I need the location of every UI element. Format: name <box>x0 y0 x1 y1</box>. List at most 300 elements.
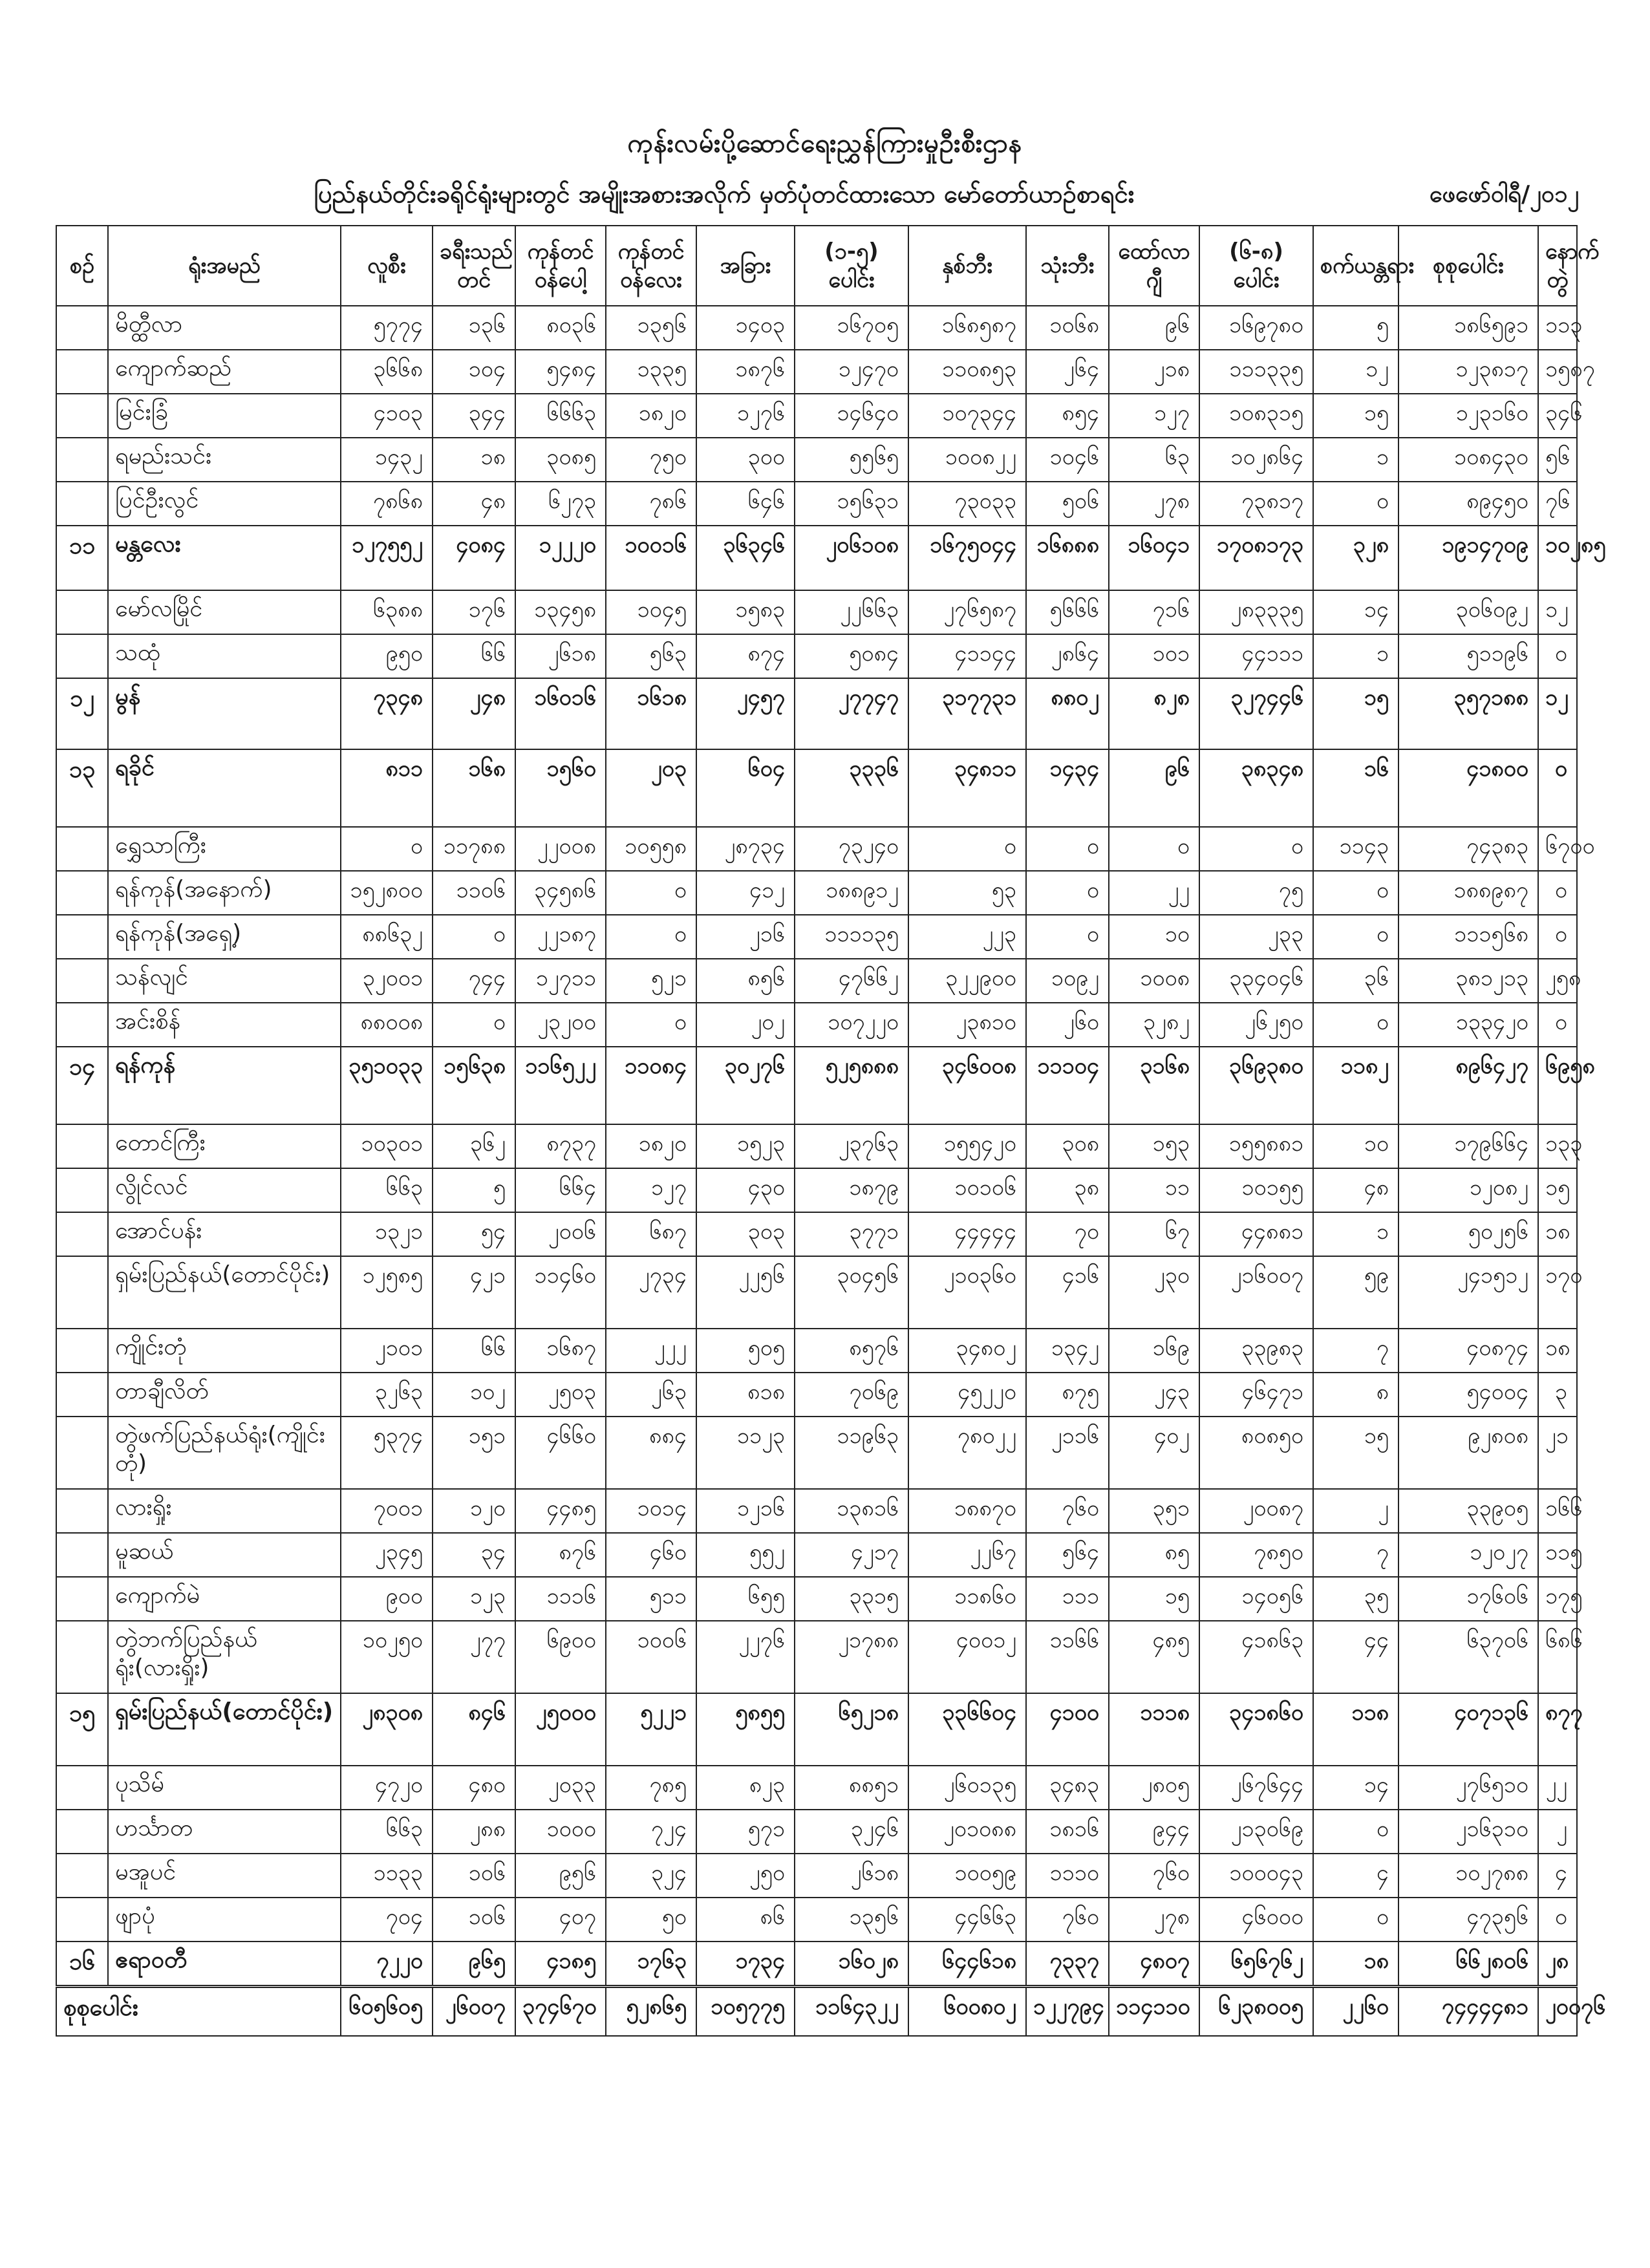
table-cell: ၁၀၆ <box>433 1898 515 1942</box>
table-cell: ၃၅၁ <box>1109 1489 1199 1533</box>
table-cell: ၂၆၇၆၄၄ <box>1199 1766 1313 1810</box>
table-cell: ၃၀၆၀၉၂ <box>1398 590 1538 634</box>
table-cell: ၃၄၆၀၀၈ <box>908 1047 1026 1124</box>
office-name: မအူပင် <box>108 1854 341 1898</box>
table-cell: ၁၆ <box>1313 749 1398 827</box>
table-cell: ၁၅၆၀ <box>515 749 606 827</box>
table-cell: ၁၇၆၃ <box>606 1942 696 1987</box>
table-cell: ၄၆၀၀၀ <box>1199 1898 1313 1942</box>
table-cell: ၆၅၂၁၈ <box>795 1693 908 1766</box>
office-name: ကျိုင်းတုံ <box>108 1329 341 1373</box>
column-header: သုံးဘီး <box>1026 226 1109 306</box>
table-cell: ၁၁၄၃ <box>1313 827 1398 871</box>
table-cell: ၁၅၆၃၈ <box>433 1047 515 1124</box>
office-name: တာချီလိတ် <box>108 1373 341 1417</box>
table-cell: ၁၈၁၆ <box>1026 1810 1109 1854</box>
table-cell: ၆၆၆၃ <box>515 394 606 438</box>
table-cell: ၃၆၃၄၆ <box>696 526 795 590</box>
table-cell: ၂၇၇၄၇ <box>795 678 908 749</box>
office-name: ရှမ်းပြည်နယ်(တောင်ပိုင်း) <box>108 1693 341 1766</box>
table-cell: ၅၅၆၅ <box>795 438 908 482</box>
table-cell: ၇၁၆ <box>1109 590 1199 634</box>
table-cell: ၁၁၁၀ <box>1026 1854 1109 1898</box>
table-cell: ၄၀၈၇၄ <box>1398 1329 1538 1373</box>
table-cell: ၈၁၁ <box>341 749 433 827</box>
table-cell: ၃၂၈၂ <box>1109 1003 1199 1047</box>
table-cell: ၂၇၈ <box>1109 1898 1199 1942</box>
table-cell: ၂၂၆၆၃ <box>795 590 908 634</box>
column-header: ကုန်တင် ဝန်လေး <box>606 226 696 306</box>
table-cell: ၂၇၃၄ <box>606 1256 696 1329</box>
office-name: ဖျာပုံ <box>108 1898 341 1942</box>
table-cell: ၁၇၅ <box>1538 1577 1577 1621</box>
table-cell: ၂ <box>1538 1810 1577 1854</box>
table-cell: ၁၆၈၇ <box>515 1329 606 1373</box>
table-cell: ၈၈၄ <box>606 1417 696 1489</box>
table-cell: ၁၁၀၈၅၃ <box>908 350 1026 394</box>
table-cell: ၂၈၀၅ <box>1109 1766 1199 1810</box>
table-cell: ၀ <box>1538 915 1577 959</box>
table-cell: ၃၈၁၂၁၃ <box>1398 959 1538 1003</box>
table-cell: ၅၂၂၁ <box>606 1693 696 1766</box>
table-cell: ၁၆၀၄၁ <box>1109 526 1199 590</box>
table-cell: ၆၄၆ <box>696 482 795 526</box>
table-cell: ၈၇၆ <box>515 1533 606 1577</box>
table-cell: ၄၁၁၄၄ <box>908 634 1026 678</box>
table-cell: ၃၄၅၈၆ <box>515 871 606 915</box>
office-name: ဟင်္သာတ <box>108 1810 341 1854</box>
table-cell: ၃၂၂၉၀၀ <box>908 959 1026 1003</box>
table-cell: ၁၄၀၅၆ <box>1199 1577 1313 1621</box>
table-cell: ၄၀၇ <box>515 1898 606 1942</box>
table-cell: ၁၂၃၁၆၀ <box>1398 394 1538 438</box>
table-header-row <box>56 226 1577 306</box>
table-cell: ၂၇၆၅၈၇ <box>908 590 1026 634</box>
column-header: ထော်လာ ဂျီ <box>1109 226 1199 306</box>
table-cell: ၂၇၆၅၁၀ <box>1398 1766 1538 1810</box>
table-cell: ၁၁၆၆ <box>1026 1621 1109 1693</box>
table-cell: ၁၆၇၀၅ <box>795 306 908 350</box>
table-cell: ၂၃၈၁၀ <box>908 1003 1026 1047</box>
table-cell: ၁၁၈ <box>1313 1693 1398 1766</box>
column-header: (၁-၅) ပေါင်း <box>795 226 908 306</box>
table-row <box>56 749 1577 827</box>
table-row <box>56 1898 1577 1942</box>
office-name: လွိုင်လင် <box>108 1168 341 1212</box>
table-cell: ၂၄၈ <box>433 678 515 749</box>
table-cell: ၁၀၁၀၆ <box>908 1168 1026 1212</box>
table-cell: ၈၈၅၁ <box>795 1766 908 1810</box>
table-cell: ၄၄၁၁၁ <box>1199 634 1313 678</box>
table-cell: ၁၀၀၈ <box>1109 959 1199 1003</box>
table-cell: ၁၀၁၅၅ <box>1199 1168 1313 1212</box>
table-cell: ၅၄ <box>433 1212 515 1256</box>
table-cell: ၆၃၈၈ <box>341 590 433 634</box>
table-cell: ၃၄၈၁၁ <box>908 749 1026 827</box>
table-cell: ၃၀၈ <box>1026 1124 1109 1168</box>
column-header: စက်ယန္တရား <box>1313 226 1398 306</box>
table-cell: ၁၁၁၈ <box>1109 1693 1199 1766</box>
table-cell: ၁၃၆ <box>433 306 515 350</box>
table-cell: ၀ <box>1026 827 1109 871</box>
table-cell: ၂၀၁၀၈၈ <box>908 1810 1026 1854</box>
table-cell: ၁၈၇၆ <box>696 350 795 394</box>
table-cell: ၉၄၄ <box>1109 1810 1199 1854</box>
table-cell: ၀ <box>1313 915 1398 959</box>
table-cell: ၄၈၀၇ <box>1109 1942 1199 1987</box>
table-cell: ၃၂၄၆ <box>795 1810 908 1854</box>
table-cell: ၈၅၇၆ <box>795 1329 908 1373</box>
row-number <box>56 482 108 526</box>
table-cell: ၁၈၆၅၉၁ <box>1398 306 1538 350</box>
table-cell: ၂၁ <box>1538 1417 1577 1489</box>
table-cell: ၁၄၆၄၀ <box>795 394 908 438</box>
table-cell: ၂၁၀၁ <box>341 1329 433 1373</box>
table-cell: ၈၈၆၃၂ <box>341 915 433 959</box>
table-cell: ၁၅၈၃ <box>696 590 795 634</box>
table-cell: ၁၅၅၈၈၁ <box>1199 1124 1313 1168</box>
table-cell: ၂၃၃ <box>1199 915 1313 959</box>
table-cell: ၀ <box>908 827 1026 871</box>
table-cell: ၇၀ <box>1026 1212 1109 1256</box>
table-cell: ၂၄၃ <box>1109 1373 1199 1417</box>
table-cell: ၃၀၂၇၆ <box>696 1047 795 1124</box>
table-cell: ၇၅ <box>1199 871 1313 915</box>
table-cell: ၃၂၀၀၁ <box>341 959 433 1003</box>
table-cell: ၁၀၀၀ <box>515 1810 606 1854</box>
table-cell: ၁၆၀၂၈ <box>795 1942 908 1987</box>
table-cell: ၇၈၆ <box>606 482 696 526</box>
table-cell: ၂၈၈ <box>433 1810 515 1854</box>
table-cell: ၁၀၆ <box>433 1854 515 1898</box>
table-cell: ၄၂၁ <box>433 1256 515 1329</box>
table-cell: ၄၀၇၁၃၆ <box>1398 1693 1538 1766</box>
table-cell: ၃၆၂ <box>433 1124 515 1168</box>
table-cell: ၄ <box>1313 1854 1398 1898</box>
office-name: ကျောက်ဆည် <box>108 350 341 394</box>
table-cell: ၀ <box>1026 871 1109 915</box>
table-cell: ၆၃ <box>1109 438 1199 482</box>
row-number <box>56 438 108 482</box>
table-cell: ၂၃၇၆၃ <box>795 1124 908 1168</box>
table-cell: ၁၅၈၇ <box>1538 350 1577 394</box>
row-number: ၁၃ <box>56 749 108 827</box>
table-cell: ၁၀၁ <box>1109 634 1199 678</box>
table-row <box>56 1329 1577 1373</box>
office-name: အင်းစိန် <box>108 1003 341 1047</box>
table-cell: ၇၃၂၄၀ <box>795 827 908 871</box>
table-cell: ၈၇၇ <box>1538 1693 1577 1766</box>
office-name: ပုသိမ် <box>108 1766 341 1810</box>
table-cell: ၅၀၂၅၆ <box>1398 1212 1538 1256</box>
table-cell: ၁၂၄၇၀ <box>795 350 908 394</box>
table-cell: ၈၂၈ <box>1109 678 1199 749</box>
table-cell: ၀ <box>1109 827 1199 871</box>
total-cell: ၅၂၈၆၅ <box>606 1987 696 2036</box>
office-name: ပြင်ဦးလွင် <box>108 482 341 526</box>
table-cell: ၉၅၀ <box>341 634 433 678</box>
table-cell: ၀ <box>606 871 696 915</box>
table-cell: ၉၀၀ <box>341 1577 433 1621</box>
table-row <box>56 1810 1577 1854</box>
table-cell: ၂၈၇၃၄ <box>696 827 795 871</box>
table-cell: ၁၂၇ <box>606 1168 696 1212</box>
row-number <box>56 1810 108 1854</box>
table-cell: ၃၀၃ <box>696 1212 795 1256</box>
office-name: ရခိုင် <box>108 749 341 827</box>
table-row <box>56 1212 1577 1256</box>
total-cell: ၂၆၀၀၇ <box>433 1987 515 2036</box>
table-cell: ၄၅၂၂၀ <box>908 1373 1026 1417</box>
table-cell: ၁၀၀၈၂၂ <box>908 438 1026 482</box>
office-name: တွဲဘက်ပြည်နယ်ရုံး(လားရှိုး) <box>108 1621 341 1693</box>
table-cell: ၃ <box>1538 1373 1577 1417</box>
table-cell: ၀ <box>1538 749 1577 827</box>
total-cell: ၆၂၃၈၀၀၅ <box>1199 1987 1313 2036</box>
table-cell: ၅၀၆ <box>1026 482 1109 526</box>
office-name: ရှမ်းပြည်နယ်(တောင်ပိုင်း) <box>108 1256 341 1329</box>
table-row <box>56 871 1577 915</box>
table-cell: ၅၁၁ <box>606 1577 696 1621</box>
table-cell: ၀ <box>341 827 433 871</box>
office-name: တွဲဖက်ပြည်နယ်ရုံး(ကျိုင်းတုံ) <box>108 1417 341 1489</box>
table-cell: ၀ <box>1538 871 1577 915</box>
table-cell: ၂၀၆၁၀၈ <box>795 526 908 590</box>
total-cell: ၆၀၅၆၀၅ <box>341 1987 433 2036</box>
row-number <box>56 915 108 959</box>
document-date: ဖေဖော်ဝါရီ/၂၀၁၂ <box>1429 181 1579 208</box>
table-cell: ၃၂၈ <box>1313 526 1398 590</box>
table-cell: ၁၇၃၄ <box>696 1942 795 1987</box>
row-number: ၁၂ <box>56 678 108 749</box>
table-cell: ၅၁၁၉၆ <box>1398 634 1538 678</box>
table-cell: ၁၀ <box>1313 1124 1398 1168</box>
table-cell: ၃၂၆၃ <box>341 1373 433 1417</box>
table-cell: ၅၄၀၀၄ <box>1398 1373 1538 1417</box>
table-cell: ၁၃၄၅၈ <box>515 590 606 634</box>
total-cell: ၆၀၀၈၀၂ <box>908 1987 1026 2036</box>
table-cell: ၁၄၃၄ <box>1026 749 1109 827</box>
table-cell: ၁၁၁၃၃၅ <box>1199 350 1313 394</box>
office-name: တောင်ကြီး <box>108 1124 341 1168</box>
table-cell: ၁၁၅ <box>1538 1533 1577 1577</box>
table-cell: ၅၈၅၅ <box>696 1693 795 1766</box>
table-cell: ၅၆၄ <box>1026 1533 1109 1577</box>
table-cell: ၀ <box>606 1003 696 1047</box>
table-cell: ၁၈၇၉ <box>795 1168 908 1212</box>
column-header: လူစီး <box>341 226 433 306</box>
office-name: ရမည်းသင်း <box>108 438 341 482</box>
table-cell: ၁၂၀၈၂ <box>1398 1168 1538 1212</box>
table-cell: ၁၁၃၃ <box>341 1854 433 1898</box>
table-row <box>56 634 1577 678</box>
table-cell: ၁၁၂၃ <box>696 1417 795 1489</box>
table-cell: ၂၀၀၈၇ <box>1199 1489 1313 1533</box>
office-name: ရန်ကုန်(အနောက်) <box>108 871 341 915</box>
table-cell: ၇၈၅၀ <box>1199 1533 1313 1577</box>
table-cell: ၄၁၈၅ <box>515 1942 606 1987</box>
table-cell: ၅၂၁ <box>606 959 696 1003</box>
table-cell: ၁၀၅၅၈ <box>606 827 696 871</box>
table-cell: ၃၈၃၄၈ <box>1199 749 1313 827</box>
table-row <box>56 590 1577 634</box>
table-cell: ၉၅၆ <box>515 1854 606 1898</box>
table-cell: ၁၈ <box>1313 1942 1398 1987</box>
table-cell: ၇၂၄ <box>606 1810 696 1854</box>
table-cell: ၈၇၄ <box>696 634 795 678</box>
table-cell: ၁၀၀၆ <box>606 1621 696 1693</box>
table-cell: ၁၂၇၅၅၂ <box>341 526 433 590</box>
table-cell: ၁၃၂၁ <box>341 1212 433 1256</box>
table-cell: ၂၇၇ <box>433 1621 515 1693</box>
table-cell: ၁၄၃၂ <box>341 438 433 482</box>
table-cell: ၈၉၆၄၂၇ <box>1398 1047 1538 1124</box>
table-cell: ၁၈၂၀ <box>606 1124 696 1168</box>
table-cell: ၁၂၂၂၀ <box>515 526 606 590</box>
table-cell: ၁၄၀၃ <box>696 306 795 350</box>
table-cell: ၁၃၅၆ <box>606 306 696 350</box>
table-cell: ၆၇ <box>1109 1212 1199 1256</box>
table-cell: ၀ <box>1538 1003 1577 1047</box>
table-cell: ၂၆၀၁၃၅ <box>908 1766 1026 1810</box>
total-cell: ၃၇၄၆၇၀ <box>515 1987 606 2036</box>
table-row <box>56 482 1577 526</box>
table-cell: ၅၀ <box>606 1898 696 1942</box>
table-row <box>56 1942 1577 1987</box>
table-cell: ၈၈၀၀၈ <box>341 1003 433 1047</box>
table-cell: ၄၇၆၆၂ <box>795 959 908 1003</box>
table-row <box>56 827 1577 871</box>
table-cell: ၂၂၇၆ <box>696 1621 795 1693</box>
table-cell: ၇၃၈၁၇ <box>1199 482 1313 526</box>
table-cell: ၆၈၆ <box>1538 1621 1577 1693</box>
table-cell: ၁၆၈၈၈ <box>1026 526 1109 590</box>
table-cell: ၁၈၈၉၁၂ <box>795 871 908 915</box>
table-cell: ၄၁၀၃ <box>341 394 433 438</box>
table-cell: ၇၆၀ <box>1109 1854 1199 1898</box>
table-cell: ၅၇၇၄ <box>341 306 433 350</box>
table-cell: ၁၁၁၅၆၈ <box>1398 915 1538 959</box>
table-cell: ၁၅၁ <box>433 1417 515 1489</box>
total-cell: ၁၀၅၇၇၅ <box>696 1987 795 2036</box>
column-header: နှစ်ဘီး <box>908 226 1026 306</box>
table-cell: ၄ <box>1538 1854 1577 1898</box>
table-cell: ၁၀၆၈ <box>1026 306 1109 350</box>
row-number <box>56 1854 108 1898</box>
table-cell: ၄၈၀ <box>433 1766 515 1810</box>
table-cell: ၁၅၂၃ <box>696 1124 795 1168</box>
office-name: ရွှေသာကြီး <box>108 827 341 871</box>
table-cell: ၅၅၂ <box>696 1533 795 1577</box>
table-cell: ၄၄၆၆၃ <box>908 1898 1026 1942</box>
table-cell: ၃၇၇၁ <box>795 1212 908 1256</box>
table-cell: ၁၅၆၃၁ <box>795 482 908 526</box>
table-cell: ၃၁၆၈ <box>1109 1047 1199 1124</box>
table-cell: ၂၁၈ <box>1109 350 1199 394</box>
column-header: စဉ် <box>56 226 108 306</box>
table-cell: ၁၃၃ <box>1538 1124 1577 1168</box>
row-number <box>56 871 108 915</box>
table-cell: ၆၆၂၈၀၆ <box>1398 1942 1538 1987</box>
table-cell: ၂၁၆၃၁၀ <box>1398 1810 1538 1854</box>
table-cell: ၁၇၀၈၁၇၃ <box>1199 526 1313 590</box>
table-cell: ၂၂ <box>1538 1766 1577 1810</box>
table-cell: ၁၈၂၀ <box>606 394 696 438</box>
table-cell: ၂၆၁၈ <box>795 1854 908 1898</box>
row-number <box>56 1212 108 1256</box>
table-cell: ၅၆ <box>1538 438 1577 482</box>
table-cell: ၃၅၁၀၃၃ <box>341 1047 433 1124</box>
table-cell: ၁၈ <box>1538 1212 1577 1256</box>
table-row <box>56 1168 1577 1212</box>
table-row <box>56 1533 1577 1577</box>
table-cell: ၁၀၄၆ <box>1026 438 1109 482</box>
column-header: နောက်တွဲ <box>1538 226 1577 306</box>
document-title: ကုန်းလမ်းပို့ဆောင်ရေးညွှန်ကြားမှုဦးစီးဌာန <box>627 129 1023 158</box>
table-cell: ၃၆ <box>1313 959 1398 1003</box>
office-name: ကျောက်မဲ <box>108 1577 341 1621</box>
table-cell: ၉၆၅ <box>433 1942 515 1987</box>
column-header: ခရီးသည် တင် <box>433 226 515 306</box>
table-cell: ၁၅၃ <box>1109 1124 1199 1168</box>
table-row <box>56 915 1577 959</box>
table-cell: ၁၀၈၃၁၅ <box>1199 394 1313 438</box>
table-row <box>56 1489 1577 1533</box>
row-number <box>56 1373 108 1417</box>
table-cell: ၇၀၄ <box>341 1898 433 1942</box>
table-cell: ၆၄၄၆၁၈ <box>908 1942 1026 1987</box>
row-number <box>56 1766 108 1810</box>
table-cell: ၄၈ <box>433 482 515 526</box>
table-cell: ၁ <box>1313 634 1398 678</box>
table-cell: ၁၂ <box>1538 678 1577 749</box>
office-name: မြင်းခြံ <box>108 394 341 438</box>
office-name: မူဆယ် <box>108 1533 341 1577</box>
table-cell: ၆၆၃ <box>341 1810 433 1854</box>
table-cell: ၁၂၅၈၅ <box>341 1256 433 1329</box>
table-cell: ၄၁၈၆၃ <box>1199 1621 1313 1693</box>
table-cell: ၁၂၁၆ <box>696 1489 795 1533</box>
table-cell: ၂၃၀ <box>1109 1256 1199 1329</box>
table-cell: ၁၀၄၅ <box>606 590 696 634</box>
table-cell: ၃၂၇၄၄၆ <box>1199 678 1313 749</box>
table-cell: ၁၂၇၆ <box>696 394 795 438</box>
table-cell: ၂၂၁၈၇ <box>515 915 606 959</box>
table-row <box>56 526 1577 590</box>
table-cell: ၇၃၄၈ <box>341 678 433 749</box>
row-number <box>56 634 108 678</box>
table-cell: ၁၂ <box>1313 350 1398 394</box>
table-row <box>56 438 1577 482</box>
table-cell: ၁၇၀ <box>1538 1256 1577 1329</box>
table-row <box>56 1047 1577 1124</box>
table-cell: ၀ <box>1538 1898 1577 1942</box>
row-number <box>56 1533 108 1577</box>
table-cell: ၉၆ <box>1109 749 1199 827</box>
table-cell: ၉၂၈၀၈ <box>1398 1417 1538 1489</box>
table-cell: ၂၃၄၅ <box>341 1533 433 1577</box>
table-cell: ၇ <box>1313 1533 1398 1577</box>
table-cell: ၅၆၆၆ <box>1026 590 1109 634</box>
table-cell: ၁၀၃၀၁ <box>341 1124 433 1168</box>
table-row <box>56 1417 1577 1489</box>
table-cell: ၀ <box>433 1003 515 1047</box>
table-cell: ၃၃၄၀၄၆ <box>1199 959 1313 1003</box>
table-cell: ၂၁၆၀၀၇ <box>1199 1256 1313 1329</box>
table-cell: ၁၀၄ <box>433 350 515 394</box>
table-cell: ၆၆၄ <box>515 1168 606 1212</box>
row-number <box>56 1489 108 1533</box>
